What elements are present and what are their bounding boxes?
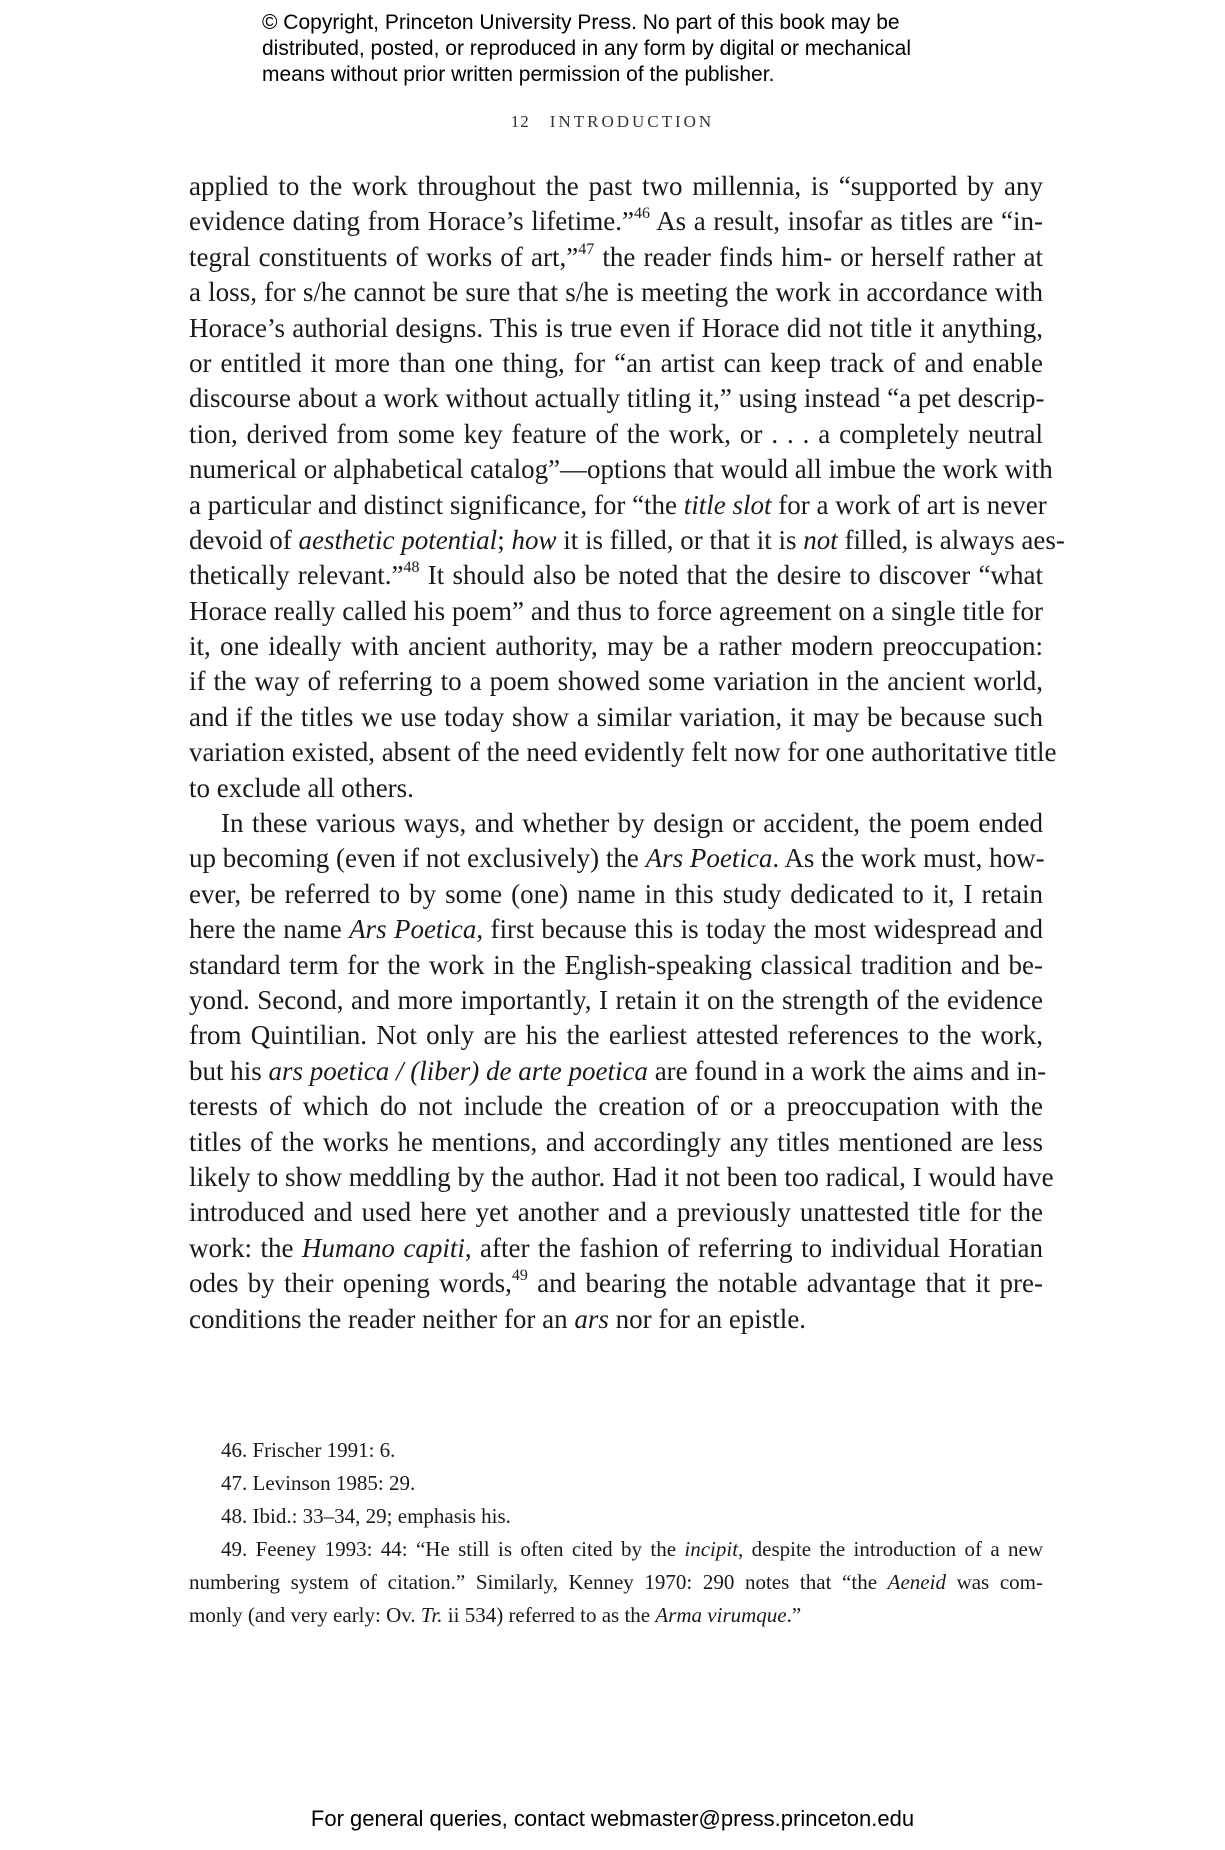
running-head — [0, 112, 1225, 132]
text-run: and if the titles we use today show a similar variation, it may be because such — [189, 701, 1043, 732]
body-line — [189, 169, 1043, 204]
section-title: INTRODUCTION — [549, 112, 715, 131]
text-run: but his — [189, 1055, 269, 1086]
text-run: from Quintilian. Not only are his the earliest attested references to the work, — [189, 1020, 1043, 1051]
body-line — [189, 841, 1043, 876]
page-number: 12 — [510, 112, 530, 131]
italic-run: aesthetic potential — [298, 524, 498, 555]
body-line — [189, 664, 1043, 699]
text-run: devoid of — [189, 524, 299, 555]
text-run: a loss, for s/he cannot be sure that s/he is meeting the work in accordance with — [189, 277, 1043, 308]
text-run: odes by their opening words, — [189, 1268, 512, 1299]
text-run: ever, be referred to by some (one) name in this study dedicated to it, I retain — [189, 878, 1043, 909]
footnote-ref: 46 — [634, 205, 650, 223]
footer-contact: For general queries, contact webmaster@press.princeton.edu — [310, 1806, 915, 1831]
text-run: are found in a work the aims and in- — [647, 1055, 1047, 1086]
text-run: numbering system of citation.” Similarly, Kenney 1970: 290 notes that “the — [189, 1570, 888, 1594]
text-run: 47. Levinson 1985: 29. — [221, 1471, 416, 1495]
body-line — [189, 240, 1043, 275]
body-line — [189, 558, 1043, 593]
footnote-line — [189, 1500, 1043, 1533]
body-line — [189, 1125, 1043, 1160]
body-line — [189, 346, 1043, 381]
footnote-line — [189, 1566, 1043, 1599]
body-line — [189, 735, 1057, 770]
footnote-ref: 49 — [511, 1267, 528, 1285]
body-line — [189, 417, 1043, 452]
body-line — [189, 771, 1043, 806]
text-run: applied to the work throughout the past two millennia, is “supported by any — [189, 171, 1043, 201]
italic-run: how — [511, 524, 557, 555]
text-run: tion, derived from some key feature of the work, or . . . a completely neutral — [189, 418, 1043, 449]
text-run: Horace really called his poem” and thus to force agreement on a single title for — [189, 595, 1043, 626]
text-run: . As the work must, how- — [772, 843, 1045, 874]
body-line — [189, 629, 1043, 664]
text-run: tegral constituents of works of art,” — [189, 241, 579, 272]
copyright-line: © Copyright, Princeton University Press. No part of this book may be — [262, 11, 900, 34]
body-line — [189, 948, 1043, 983]
text-run: if the way of referring to a poem showed some variation in the ancient world, — [189, 666, 1043, 697]
text-run: and bearing the notable advantage that it pre- — [527, 1268, 1044, 1299]
body-line — [189, 1054, 1047, 1089]
text-run: work: the — [189, 1232, 302, 1263]
italic-run: Aeneid — [887, 1570, 946, 1594]
text-run: ii 534) referred to as the — [442, 1603, 656, 1627]
body-line — [189, 1018, 1043, 1053]
footnote-line — [189, 1599, 1043, 1632]
text-run: , first because this is today the most widespread and — [476, 914, 1043, 945]
body-text — [189, 169, 1065, 1337]
copyright-notice — [262, 10, 1022, 88]
text-run: standard term for the work in the English-speaking classical tradition and be- — [189, 949, 1043, 980]
footnote-line — [189, 1434, 1043, 1467]
body-line — [189, 452, 1053, 487]
body-line — [189, 523, 1065, 558]
text-run: conditions the reader neither for an — [189, 1303, 575, 1334]
body-line — [189, 1266, 1043, 1301]
footnote-line — [189, 1467, 1043, 1500]
body-line — [189, 1089, 1043, 1124]
body-line — [189, 311, 1043, 346]
text-run: 49. Feeney 1993: 44: “He still is often cited by the — [221, 1537, 685, 1561]
body-line — [189, 877, 1043, 912]
italic-run: not — [803, 524, 838, 555]
italic-run: incipit — [684, 1537, 739, 1561]
text-run: , after the fashion of referring to individual Horatian — [464, 1232, 1043, 1263]
italic-run: Humano capiti — [301, 1232, 465, 1263]
footnote-ref: 47 — [578, 240, 595, 258]
text-run: likely to show meddling by the author. Had it not been too radical, I would have — [189, 1161, 1054, 1192]
body-line — [189, 1160, 1054, 1195]
body-line — [189, 204, 1043, 239]
text-run: variation existed, absent of the need evidently felt now for one authoritative title — [189, 737, 1057, 768]
italic-run: Ars Poetica — [349, 914, 477, 945]
text-run: In these various ways, and whether by design or accident, the poem ended — [221, 808, 1043, 839]
body-line — [189, 275, 1043, 310]
italic-run: ars — [574, 1303, 609, 1334]
text-run: As a result, insofar as titles are “in- — [650, 206, 1043, 237]
body-line — [189, 806, 1043, 841]
footnote-line — [189, 1533, 1043, 1566]
footnotes — [189, 1434, 1043, 1632]
body-line — [189, 983, 1043, 1018]
text-run: to exclude all others. — [189, 772, 414, 803]
body-line — [189, 488, 1047, 523]
body-line — [189, 912, 1043, 947]
copyright-line: means without prior written permission of the publisher. — [262, 63, 775, 86]
text-run: up becoming (even if not exclusively) the — [189, 843, 646, 874]
body-line — [189, 1302, 1043, 1337]
text-run: or entitled it more than one thing, for “an artist can keep track of and enable — [189, 347, 1043, 378]
text-run: it is filled, or that it is — [556, 524, 804, 555]
text-run: yond. Second, and more importantly, I retain it on the strength of the evidence — [189, 984, 1043, 1015]
footnote-ref: 48 — [403, 559, 420, 577]
text-run: filled, is always aes- — [837, 524, 1065, 555]
body-line — [189, 1195, 1043, 1230]
italic-run: ars poetica / (liber) de arte poetica — [268, 1055, 648, 1086]
body-line — [189, 700, 1043, 735]
text-run: .” — [786, 1603, 802, 1627]
text-run: evidence dating from Horace’s lifetime.” — [189, 206, 634, 237]
text-run: 48. Ibid.: 33–34, 29; emphasis his. — [221, 1504, 511, 1528]
text-run: terests of which do not include the creation of or a preoccupation with the — [189, 1091, 1043, 1122]
body-line — [189, 594, 1043, 629]
italic-run: Ars Poetica — [645, 843, 773, 874]
text-run: nor for an epistle. — [608, 1303, 807, 1334]
text-run: introduced and used here yet another and a previously unattested title for the — [189, 1197, 1043, 1228]
text-run: It should also be noted that the desire to discover “what — [419, 560, 1044, 591]
text-run: it, one ideally with ancient authority, may be a rather modern preoccupation: — [189, 631, 1043, 662]
text-run: thetically relevant.” — [189, 560, 404, 591]
text-run: the reader finds him- or herself rather at — [594, 241, 1044, 272]
italic-run: Tr. — [420, 1603, 443, 1627]
text-run: for a work of art is never — [771, 489, 1047, 520]
text-run: numerical or alphabetical catalog”—options that would all imbue the work with — [189, 454, 1053, 485]
copyright-line: distributed, posted, or reproduced in any form by digital or mechanical — [262, 37, 912, 60]
italic-run: Arma virumque — [655, 1603, 787, 1627]
text-run: here the name — [189, 914, 350, 945]
text-run: was com- — [945, 1570, 1043, 1594]
body-line — [189, 1231, 1043, 1266]
text-run: ; — [497, 524, 512, 555]
text-run: titles of the works he mentions, and accordingly any titles mentioned are less — [189, 1126, 1043, 1157]
body-line — [189, 381, 1043, 416]
text-run: Horace’s authorial designs. This is true even if Horace did not title it anything, — [189, 312, 1043, 343]
text-run: monly (and very early: Ov. — [189, 1603, 421, 1627]
text-run: a particular and distinct significance, for “the — [189, 489, 684, 520]
text-run: 46. Frischer 1991: 6. — [221, 1438, 396, 1462]
text-run: , despite the introduction of a new — [738, 1537, 1043, 1561]
italic-run: title slot — [683, 489, 772, 520]
text-run: discourse about a work without actually titling it,” using instead “a pet descrip- — [189, 383, 1045, 414]
